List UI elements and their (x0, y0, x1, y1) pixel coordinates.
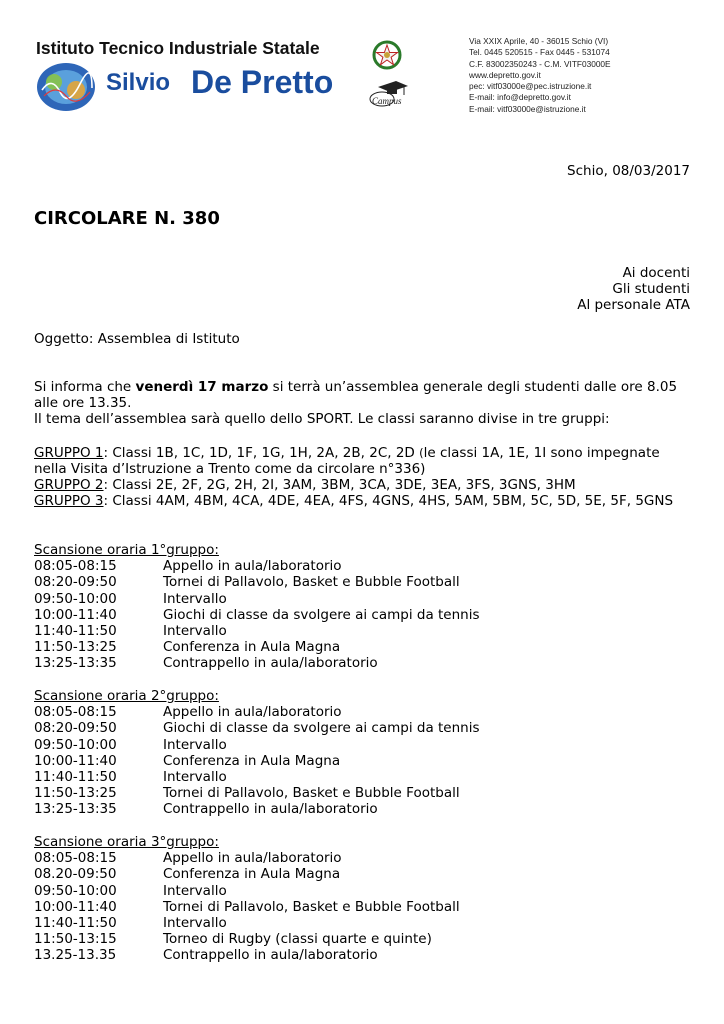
schedule-activity: Intervallo (163, 914, 227, 931)
contact-line: Via XXIX Aprile, 40 - 36015 Schio (VI) (469, 36, 609, 46)
schedule-activity: Appello in aula/laboratorio (163, 558, 342, 575)
school-name-first: Silvio (106, 69, 171, 96)
schedule-activity: Contrappello in aula/laboratorio (163, 947, 378, 964)
schedule-row (34, 898, 460, 915)
schedule-row (34, 801, 378, 818)
group-classes: : Classi 4AM, 4BM, 4CA, 4DE, 4EA, 4FS, 4GNS, 4HS, 5AM, 5BM, 5C, 5D, 5E, 5F, 5GNS (103, 493, 674, 509)
schedule-activity: Tornei di Pallavolo, Basket e Bubble Football (163, 574, 460, 591)
group-classes: : Classi 2E, 2F, 2G, 2H, 2I, 3AM, 3BM, 3CA, 3DE, 3EA, 3FS, 3GNS, 3HM (103, 477, 576, 493)
schedule-row (34, 947, 378, 964)
schedule-time: 13:25-13:35 (34, 801, 117, 818)
group-1-line (34, 445, 673, 461)
schedule-time: 08:20-09:50 (34, 574, 117, 591)
schedule-activity: Intervallo (163, 622, 227, 639)
schedule-time: 08:05-08:15 (34, 558, 117, 575)
circular-number: CIRCOLARE N. 380 (34, 208, 220, 229)
campus-logo-label: Campus (372, 96, 402, 106)
schedule-time: 08.20-09:50 (34, 866, 117, 883)
schedule-activity: Intervallo (163, 590, 227, 607)
recipient: Ai docenti (622, 265, 690, 281)
schedule-activity: Conferenza in Aula Magna (163, 752, 341, 769)
recipients-block (577, 265, 690, 313)
contact-line: Tel. 0445 520515 - Fax 0445 - 531074 (469, 47, 610, 58)
group-1-note-line: nella Visita d’Istruzione a Trento come da circolare n°336) (34, 461, 426, 477)
schedule-activity: Tornei di Pallavolo, Basket e Bubble Football (163, 898, 460, 915)
group-note-open: ( (419, 446, 424, 460)
groups-list (34, 445, 673, 509)
schedule-activity: Torneo di Rugby (classi quarte e quinte) (163, 931, 432, 948)
schedule-time: 08:05-08:15 (34, 704, 117, 721)
schedule-row (34, 622, 227, 639)
schedule-activity: Giochi di classe da svolgere ai campi da tennis (163, 606, 480, 623)
schedule-title: Scansione oraria 1°gruppo: (34, 542, 219, 558)
institutional-email-link[interactable]: E-mail: vitf03000e@istruzione.it (469, 103, 586, 114)
schedule-activity: Intervallo (163, 768, 227, 785)
schedule-time: 10:00-11:40 (34, 752, 117, 769)
pec-email-link[interactable]: pec: vitf03000e@pec.istruzione.it (469, 81, 592, 92)
schedule-time: 10:00-11:40 (34, 898, 117, 915)
schedule-row (34, 590, 227, 607)
schedule-group-1 (34, 542, 480, 672)
intro-line: Il tema dell’assemblea sarà quello dello SPORT. Le classi saranno divise in tre gruppi: (34, 411, 610, 427)
schedule-row (34, 785, 460, 802)
schedule-row (34, 639, 341, 656)
document-date: Schio, 08/03/2017 (567, 163, 690, 179)
assembly-date: venerdì 17 marzo (135, 379, 269, 395)
schedule-row (34, 850, 342, 867)
intro-text: Si informa che (34, 379, 136, 395)
schedule-time: 11:50-13:25 (34, 639, 117, 656)
schedule-row (34, 704, 342, 721)
schedule-row (34, 655, 378, 672)
website-link[interactable]: www.depretto.gov.it (469, 69, 541, 80)
intro-text: si terrà un’assemblea generale degli studenti dalle ore 8.05 (268, 379, 678, 395)
schedule-activity: Intervallo (163, 882, 227, 899)
schedule-time: 11:50-13:25 (34, 785, 117, 802)
schedule-time: 11:50-13:15 (34, 931, 117, 948)
group-note: le classi 1A, 1E, 1I sono impegnate (423, 445, 660, 461)
schedule-time: 08:05-08:15 (34, 850, 117, 867)
group-label: GRUPPO 3 (34, 493, 104, 509)
campus-logo (368, 77, 410, 111)
contact-line: C.F. 83002350243 - C.M. VITF03000E (469, 58, 611, 69)
schedule-group-2 (34, 688, 480, 818)
recipient: Al personale ATA (577, 297, 690, 313)
schedule-time: 11:40-11:50 (34, 768, 117, 785)
school-logo (36, 62, 96, 112)
schedule-activity: Contrappello in aula/laboratorio (163, 655, 378, 672)
recipient: Gli studenti (612, 281, 690, 297)
group-classes: : Classi 1B, 1C, 1D, 1F, 1G, 1H, 2A, 2B, 2C, 2D (103, 445, 420, 461)
schedule-activity: Giochi di classe da svolgere ai campi da tennis (163, 720, 480, 737)
schedule-row (34, 768, 227, 785)
schedule-row (34, 720, 480, 737)
contact-block (469, 36, 611, 115)
schedule-row (34, 606, 480, 623)
schedule-row (34, 752, 341, 769)
group-3-line (34, 493, 673, 509)
schedule-activity: Tornei di Pallavolo, Basket e Bubble Football (163, 785, 460, 802)
schedule-time: 13:25-13:35 (34, 655, 117, 672)
schedule-activity: Intervallo (163, 736, 227, 753)
schedule-row (34, 866, 341, 883)
schedule-title: Scansione oraria 2°gruppo: (34, 688, 219, 704)
institute-type-title: Istituto Tecnico Industriale Statale (36, 38, 320, 58)
schedule-row (34, 882, 227, 899)
school-name-last: De Pretto (191, 64, 334, 100)
schedule-time: 13.25-13.35 (34, 947, 117, 964)
schedule-activity: Conferenza in Aula Magna (163, 866, 341, 883)
schedule-activity: Conferenza in Aula Magna (163, 639, 341, 656)
schedule-group-3 (34, 834, 460, 964)
group-label: GRUPPO 1 (34, 445, 104, 461)
schedule-time: 10:00-11:40 (34, 606, 117, 623)
subject-line: Oggetto: Assemblea di Istituto (34, 331, 240, 347)
schedule-time: 08:20-09:50 (34, 720, 117, 737)
schedule-row (34, 914, 227, 931)
schedule-activity: Appello in aula/laboratorio (163, 704, 342, 721)
schedule-time: 09:50-10:00 (34, 736, 117, 753)
schedule-activity: Appello in aula/laboratorio (163, 850, 342, 867)
schedule-row (34, 931, 432, 948)
schedule-activity: Contrappello in aula/laboratorio (163, 801, 378, 818)
schedule-time: 11:40-11:50 (34, 622, 117, 639)
italian-emblem-icon (372, 40, 402, 70)
group-label: GRUPPO 2 (34, 477, 104, 493)
schedule-row (34, 558, 342, 575)
schedule-time: 09:50-10:00 (34, 590, 117, 607)
schedule-time: 09:50-10:00 (34, 882, 117, 899)
intro-paragraph (34, 379, 677, 427)
group-2-line (34, 477, 673, 493)
intro-line (34, 379, 677, 395)
schedule-title: Scansione oraria 3°gruppo: (34, 834, 219, 850)
intro-line: alle ore 13.35. (34, 395, 132, 411)
schedule-time: 11:40-11:50 (34, 914, 117, 931)
schedule-row (34, 574, 460, 591)
schedule-row (34, 736, 227, 753)
info-email-link[interactable]: E-mail: info@depretto.gov.it (469, 92, 571, 103)
